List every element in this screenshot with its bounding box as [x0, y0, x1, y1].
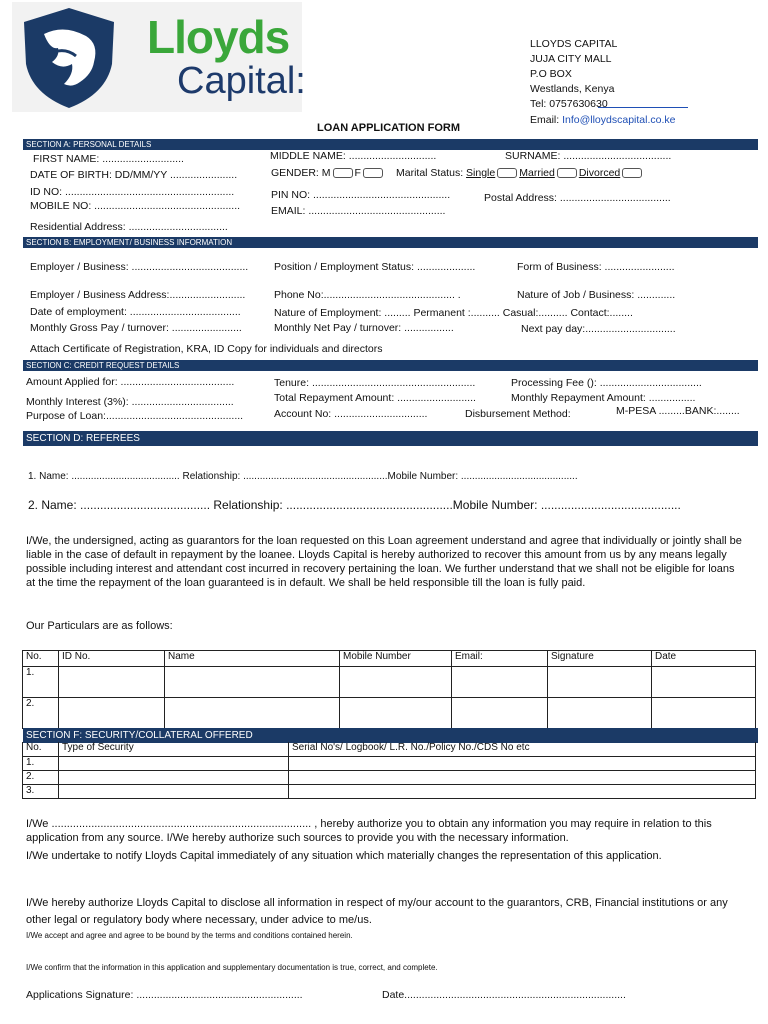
col-no: No. — [23, 651, 59, 667]
account-no-field[interactable]: Account No: ................................ — [274, 408, 428, 420]
total-repayment-field[interactable]: Total Repayment Amount: ........................... — [274, 392, 476, 404]
residential-address-field[interactable]: Residential Address: .................................. — [30, 221, 228, 233]
col-mobile: Mobile Number — [340, 651, 452, 667]
applicant-signature-field[interactable]: Applications Signature: ......................................................... — [26, 989, 303, 1001]
single-checkbox[interactable] — [497, 168, 517, 178]
section-d-header: SECTION D: REFEREES — [23, 431, 758, 446]
position-field[interactable]: Position / Employment Status: .................... — [274, 261, 476, 273]
table-header-row — [23, 742, 756, 756]
gender-m-checkbox[interactable] — [333, 168, 353, 178]
disbursement-options[interactable]: M-PESA .........BANK:........ — [616, 405, 740, 417]
logo-word-capital: Capital: — [177, 60, 306, 102]
logo-word-lloyds: Lloyds — [147, 11, 290, 63]
table-row[interactable]: 1. — [23, 756, 756, 770]
logo — [12, 2, 306, 112]
employer-address-field[interactable]: Employer / Business Address:.......................... — [30, 289, 246, 301]
net-pay-field[interactable]: Monthly Net Pay / turnover: ................. — [274, 322, 454, 334]
gross-pay-field[interactable]: Monthly Gross Pay / turnover: ........................ — [30, 322, 242, 334]
notify-statement: I/We undertake to notify Lloyds Capital immediately of any situation which materially changes the representation of this application. — [26, 850, 662, 862]
gender-field: GENDER: M F — [271, 167, 385, 179]
guarantors-table — [22, 650, 756, 729]
date-of-employment-field[interactable]: Date of employment: ...................................... — [30, 306, 241, 318]
postal-address-field[interactable]: Postal Address: ...................................... — [484, 192, 671, 204]
table-row[interactable]: 1. — [23, 667, 756, 698]
address-line: P.O BOX — [530, 68, 572, 80]
dob-field[interactable]: DATE OF BIRTH: DD/MM/YY ....................... — [30, 169, 238, 181]
section-a-header: SECTION A: PERSONAL DETAILS — [23, 139, 758, 150]
disclose-statement: I/We hereby authorize Lloyds Capital to disclose all information in respect of my/our account to the guarantors, CRB, Financial institutions or any other legal or regulatory body where necessary, under advice to me/us. — [26, 897, 728, 926]
first-name-field[interactable]: FIRST NAME: ............................ — [33, 153, 184, 165]
nature-of-job-field[interactable]: Nature of Job / Business: ............. — [517, 289, 676, 301]
security-table — [22, 742, 756, 799]
married-checkbox[interactable] — [557, 168, 577, 178]
col-name: Name — [165, 651, 340, 667]
mobile-no-field[interactable]: MOBILE NO: .................................................. — [30, 200, 241, 212]
col-date: Date — [652, 651, 756, 667]
processing-fee-field[interactable]: Processing Fee (): ................................... — [511, 377, 702, 389]
email-link[interactable]: Info@lloydscapital.co.ke — [562, 114, 676, 126]
accept-statement: I/We accept and agree and agree to be bound by the terms and conditions contained herein. — [26, 931, 353, 940]
amount-applied-field[interactable]: Amount Applied for: ....................................... — [26, 376, 235, 388]
disbursement-label: Disbursement Method: — [465, 408, 571, 420]
tenure-field[interactable]: Tenure: ........................................................ — [274, 377, 476, 389]
section-f-header: SECTION F: SECURITY/COLLATERAL OFFERED — [23, 728, 758, 743]
address-email: Email: Info@lloydscapital.co.ke — [530, 114, 676, 126]
col-type-of-security: Type of Security — [59, 742, 289, 756]
address-tel: Tel: 0757630630 — [530, 98, 608, 110]
col-no: No. — [23, 742, 59, 756]
table-header-row — [23, 651, 756, 667]
section-c-header: SECTION C: CREDIT REQUEST DETAILS — [23, 360, 758, 371]
table-row[interactable]: 2. — [23, 698, 756, 729]
address-line: Westlands, Kenya — [530, 83, 615, 95]
lion-shield-icon — [14, 4, 124, 112]
form-title: LOAN APPLICATION FORM — [317, 122, 460, 134]
monthly-repayment-field[interactable]: Monthly Repayment Amount: ................ — [511, 392, 696, 404]
gender-f-checkbox[interactable] — [363, 168, 383, 178]
referee-1-field[interactable]: 1. Name: ....................................... Relationship: ....................................................Mobile Number: .......................................... — [28, 471, 578, 482]
table-row[interactable]: 3. — [23, 784, 756, 798]
pin-no-field[interactable]: PIN NO: ............................................... — [271, 189, 451, 201]
surname-field[interactable]: SURNAME: ..................................... — [505, 150, 672, 162]
nature-of-employment-field[interactable]: Nature of Employment: ......... Permanent :.......... Casual:.......... Contact:........ — [274, 307, 633, 319]
employer-field[interactable]: Employer / Business: ........................................ — [30, 261, 249, 273]
attach-note: Attach Certificate of Registration, KRA, ID Copy for individuals and directors — [30, 343, 383, 355]
section-b-header: SECTION B: EMPLOYMENT/ BUSINESS INFORMATION — [23, 237, 758, 248]
id-no-field[interactable]: ID NO: .......................................................... — [30, 186, 235, 198]
purpose-of-loan-field[interactable]: Purpose of Loan:............................................... — [26, 410, 244, 422]
divorced-checkbox[interactable] — [622, 168, 642, 178]
confirm-statement: I/We confirm that the information in this application and supplementary documentation is true, correct, and complete. — [26, 963, 438, 972]
referee-2-field[interactable]: 2. Name: ....................................... Relationship: ..................................................Mobile Number: .......................................... — [28, 498, 681, 512]
col-id-no: ID No. — [59, 651, 165, 667]
table-row[interactable]: 2. — [23, 770, 756, 784]
next-pay-day-field[interactable]: Next pay day:............................... — [521, 323, 676, 335]
form-of-business-field[interactable]: Form of Business: ........................ — [517, 261, 675, 273]
phone-no-field[interactable]: Phone No:............................................. . — [274, 289, 461, 301]
tel-underline — [598, 107, 688, 108]
authorize-statement: I/We ..................................................................................... , hereby authorize you to obtain any information you may require in relation to this application from any source. I/We hereby authorize such sources to provide you with the necessary information. — [26, 818, 712, 844]
date-field[interactable]: Date............................................................................ — [382, 989, 626, 1001]
email-field[interactable]: EMAIL: ............................................... — [271, 205, 446, 217]
address-line: JUJA CITY MALL — [530, 53, 612, 65]
col-signature: Signature — [548, 651, 652, 667]
monthly-interest-field[interactable]: Monthly Interest (3%): ................................... — [26, 396, 234, 408]
col-email: Email: — [452, 651, 548, 667]
address-line: LLOYDS CAPITAL — [530, 38, 618, 50]
marital-status: Marital Status: Single Married Divorced — [396, 167, 644, 179]
middle-name-field[interactable]: MIDDLE NAME: .............................. — [270, 150, 437, 162]
col-serial-no: Serial No's/ Logbook/ L.R. No./Policy No./CDS No etc — [289, 742, 756, 756]
guarantor-statement: I/We, the undersigned, acting as guarantors for the loan requested on this Loan agreement understand and agree that individually or jointly shall be liable in the case of default in repayment by the loanee. Lloyds Capital is hereby authorized to recover this amount from us by any means legally possible including interest and attendant cost incurred in recovery pertaining the loan. We further understand that we shall not be eligible for loans at the time the repayment of the loan guaranteed is in default. We shall be held responsible till the loan is fully paid. — [26, 535, 742, 589]
particulars-label: Our Particulars are as follows: — [26, 620, 173, 632]
